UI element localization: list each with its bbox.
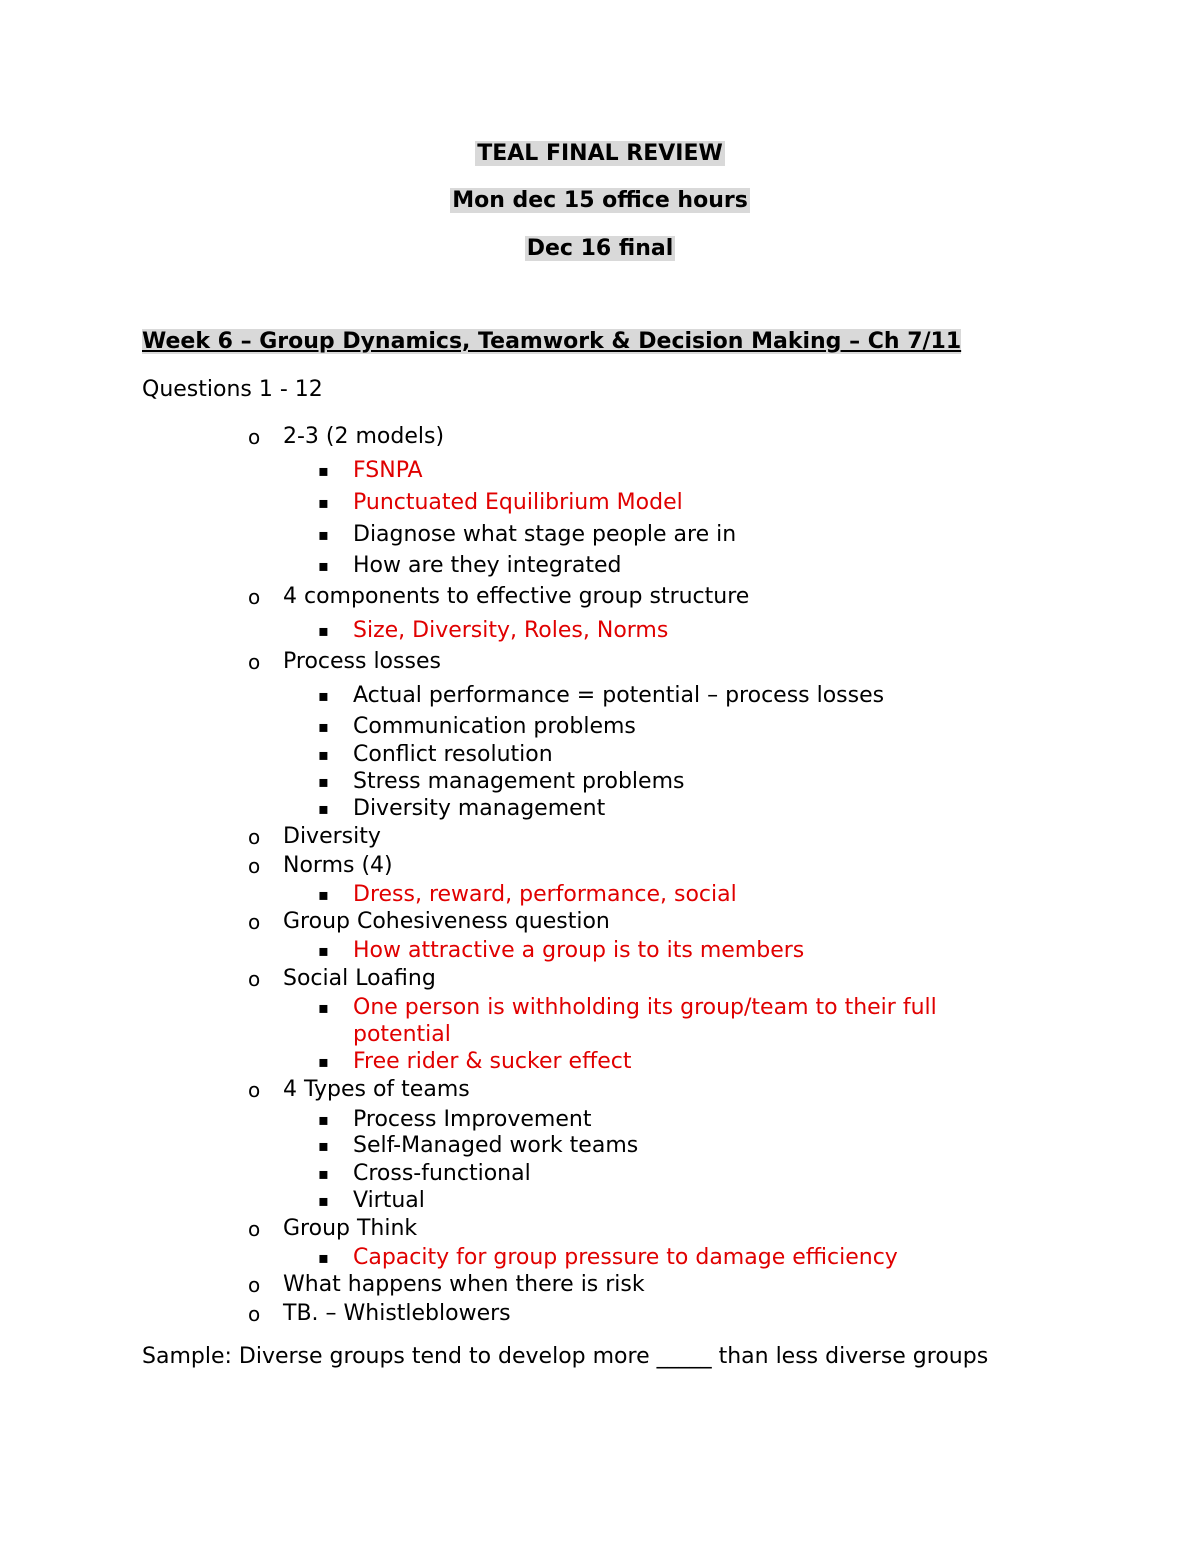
outline-item-text: Size, Diversity, Roles, Norms [353,618,669,643]
square-bullet-icon: ▪ [318,686,329,705]
outline-item-text: What happens when there is risk [283,1272,645,1297]
square-bullet-icon: ▪ [318,621,329,640]
section-heading-text: Week 6 – Group Dynamics, Teamwork & Decision Making – Ch 7/11 [142,329,962,354]
outline-item-text: 2-3 (2 models) [283,424,445,449]
circle-bullet-icon: o [248,967,261,991]
circle-bullet-icon: o [248,650,261,674]
outline-item-text: Process losses [283,649,441,674]
outline-item-text: potential [353,1022,451,1047]
circle-bullet-icon: o [248,910,261,934]
office-hours-text: Mon dec 15 office hours [452,188,748,213]
square-bullet-icon: ▪ [318,461,329,480]
circle-bullet-icon: o [248,1217,261,1241]
circle-bullet-icon: o [248,825,261,849]
square-bullet-icon: ▪ [318,1136,329,1155]
outline-item-text: How attractive a group is to its members [353,938,805,963]
outline-item-text: Cross-functional [353,1161,531,1186]
outline-item-text: Self-Managed work teams [353,1133,639,1158]
document-title-text: TEAL FINAL REVIEW [477,141,723,166]
square-bullet-icon: ▪ [318,799,329,818]
outline-item-text: TB. – Whistleblowers [283,1301,511,1326]
final-date-text: Dec 16 final [526,236,674,261]
outline-item-text: Group Cohesiveness question [283,909,610,934]
circle-bullet-icon: o [248,1078,261,1102]
circle-bullet-icon: o [248,1273,261,1297]
square-bullet-icon: ▪ [318,493,329,512]
outline-item-text: How are they integrated [353,553,622,578]
square-bullet-icon: ▪ [318,1110,329,1129]
square-bullet-icon: ▪ [318,1248,329,1267]
square-bullet-icon: ▪ [318,998,329,1017]
outline-item-text: Conflict resolution [353,742,553,767]
outline-item-text: Capacity for group pressure to damage efficiency [353,1245,898,1270]
outline-item-text: Actual performance = potential – process losses [353,683,885,708]
square-bullet-icon: ▪ [318,885,329,904]
outline-item-text: Process Improvement [353,1107,592,1132]
square-bullet-icon: ▪ [318,717,329,736]
sample-question: Sample: Diverse groups tend to develop more _____ than less diverse groups [142,1344,989,1369]
outline-item-text: Diversity [283,824,381,849]
circle-bullet-icon: o [248,1302,261,1326]
square-bullet-icon: ▪ [318,745,329,764]
outline-item-text: Diversity management [353,796,606,821]
outline-item-text: FSNPA [353,458,423,483]
square-bullet-icon: ▪ [318,1191,329,1210]
outline-item-text: One person is withholding its group/team to their full [353,995,937,1020]
outline-item-text: Diagnose what stage people are in [353,522,737,547]
outline-item-text: 4 components to effective group structure [283,584,750,609]
outline-item-text: 4 Types of teams [283,1077,470,1102]
outline-item-text: Punctuated Equilibrium Model [353,490,683,515]
outline-item-text: Dress, reward, performance, social [353,882,737,907]
circle-bullet-icon: o [248,425,261,449]
outline-item-text: Free rider & sucker effect [353,1049,632,1074]
outline-item-text: Group Think [283,1216,418,1241]
questions-range: Questions 1 - 12 [142,377,323,402]
outline-item-text: Virtual [353,1188,425,1213]
square-bullet-icon: ▪ [318,772,329,791]
square-bullet-icon: ▪ [318,556,329,575]
outline-item-text: Stress management problems [353,769,685,794]
outline-item-text: Norms (4) [283,853,393,878]
document-title [0,140,1200,168]
outline-item-text: Communication problems [353,714,636,739]
square-bullet-icon: ▪ [318,1052,329,1071]
circle-bullet-icon: o [248,585,261,609]
circle-bullet-icon: o [248,854,261,878]
section-heading [142,328,961,356]
square-bullet-icon: ▪ [318,525,329,544]
final-date-line [0,235,1200,263]
office-hours-line [0,187,1200,215]
outline-item-text: Social Loafing [283,966,436,991]
square-bullet-icon: ▪ [318,1164,329,1183]
square-bullet-icon: ▪ [318,941,329,960]
